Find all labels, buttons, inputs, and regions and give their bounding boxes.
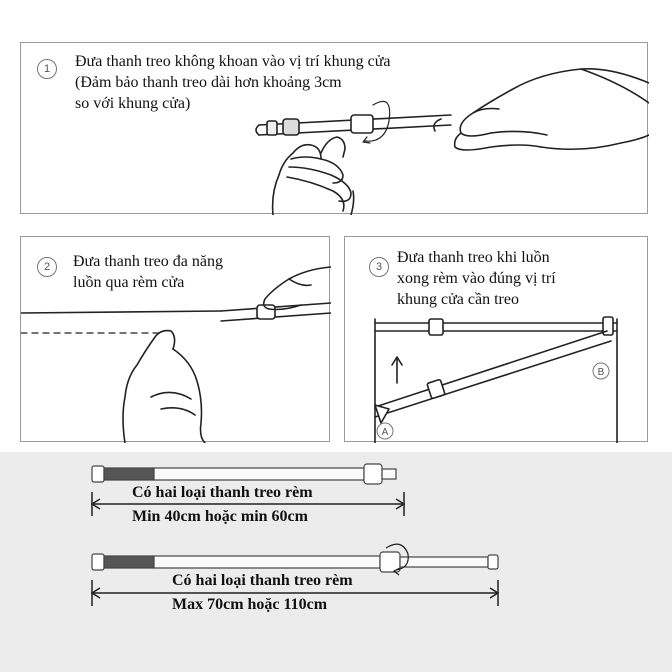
step-1-panel <box>20 42 648 214</box>
step-1-illustration <box>21 43 649 215</box>
marker-b: B <box>597 367 605 378</box>
step-3-panel <box>344 236 648 442</box>
hand-icon <box>123 331 205 443</box>
step-1-line-2: (Đảm bảo thanh treo dài hơn khoảng 3cm <box>75 74 342 91</box>
step-2-illustration <box>21 237 331 443</box>
step-2-line-1: Đưa thanh treo đa năng <box>73 253 223 270</box>
rod-type-2-line-1: Có hai loại thanh treo rèm <box>172 572 353 589</box>
step-2-line-2: luồn qua rèm cửa <box>73 274 185 291</box>
step-3-line-3: khung cửa cần treo <box>397 291 519 308</box>
up-arrow-icon <box>392 357 402 383</box>
tension-rod-icon <box>256 115 451 135</box>
marker-a: A <box>381 427 389 438</box>
rod-type-1-line-1: Có hai loại thanh treo rèm <box>132 484 313 501</box>
tension-rod-icon <box>221 303 331 321</box>
step-1-line-1: Đưa thanh treo không khoan vào vị trí khung cửa <box>75 53 391 70</box>
step-3-line-2: xong rèm vào đúng vị trí <box>397 270 556 287</box>
tension-rod-icon <box>92 464 396 484</box>
step-3-line-1: Đưa thanh treo khi luồn <box>397 249 550 266</box>
hand-icon <box>434 69 649 150</box>
rod-type-2-line-2: Max 70cm hoặc 110cm <box>172 596 328 613</box>
step-1-line-3: so với khung cửa) <box>75 95 191 112</box>
step-3-number: 3 <box>369 257 389 277</box>
step-3-illustration <box>345 237 649 443</box>
rod-diagrams <box>0 452 672 672</box>
step-1-number: 1 <box>37 59 57 79</box>
hand-icon <box>273 137 354 215</box>
rod-types-section <box>0 452 672 672</box>
rod-type-1-line-2: Min 40cm hoặc min 60cm <box>132 508 308 525</box>
tension-rod-icon <box>92 552 498 572</box>
step-2-panel <box>20 236 330 442</box>
step-2-number: 2 <box>37 257 57 277</box>
